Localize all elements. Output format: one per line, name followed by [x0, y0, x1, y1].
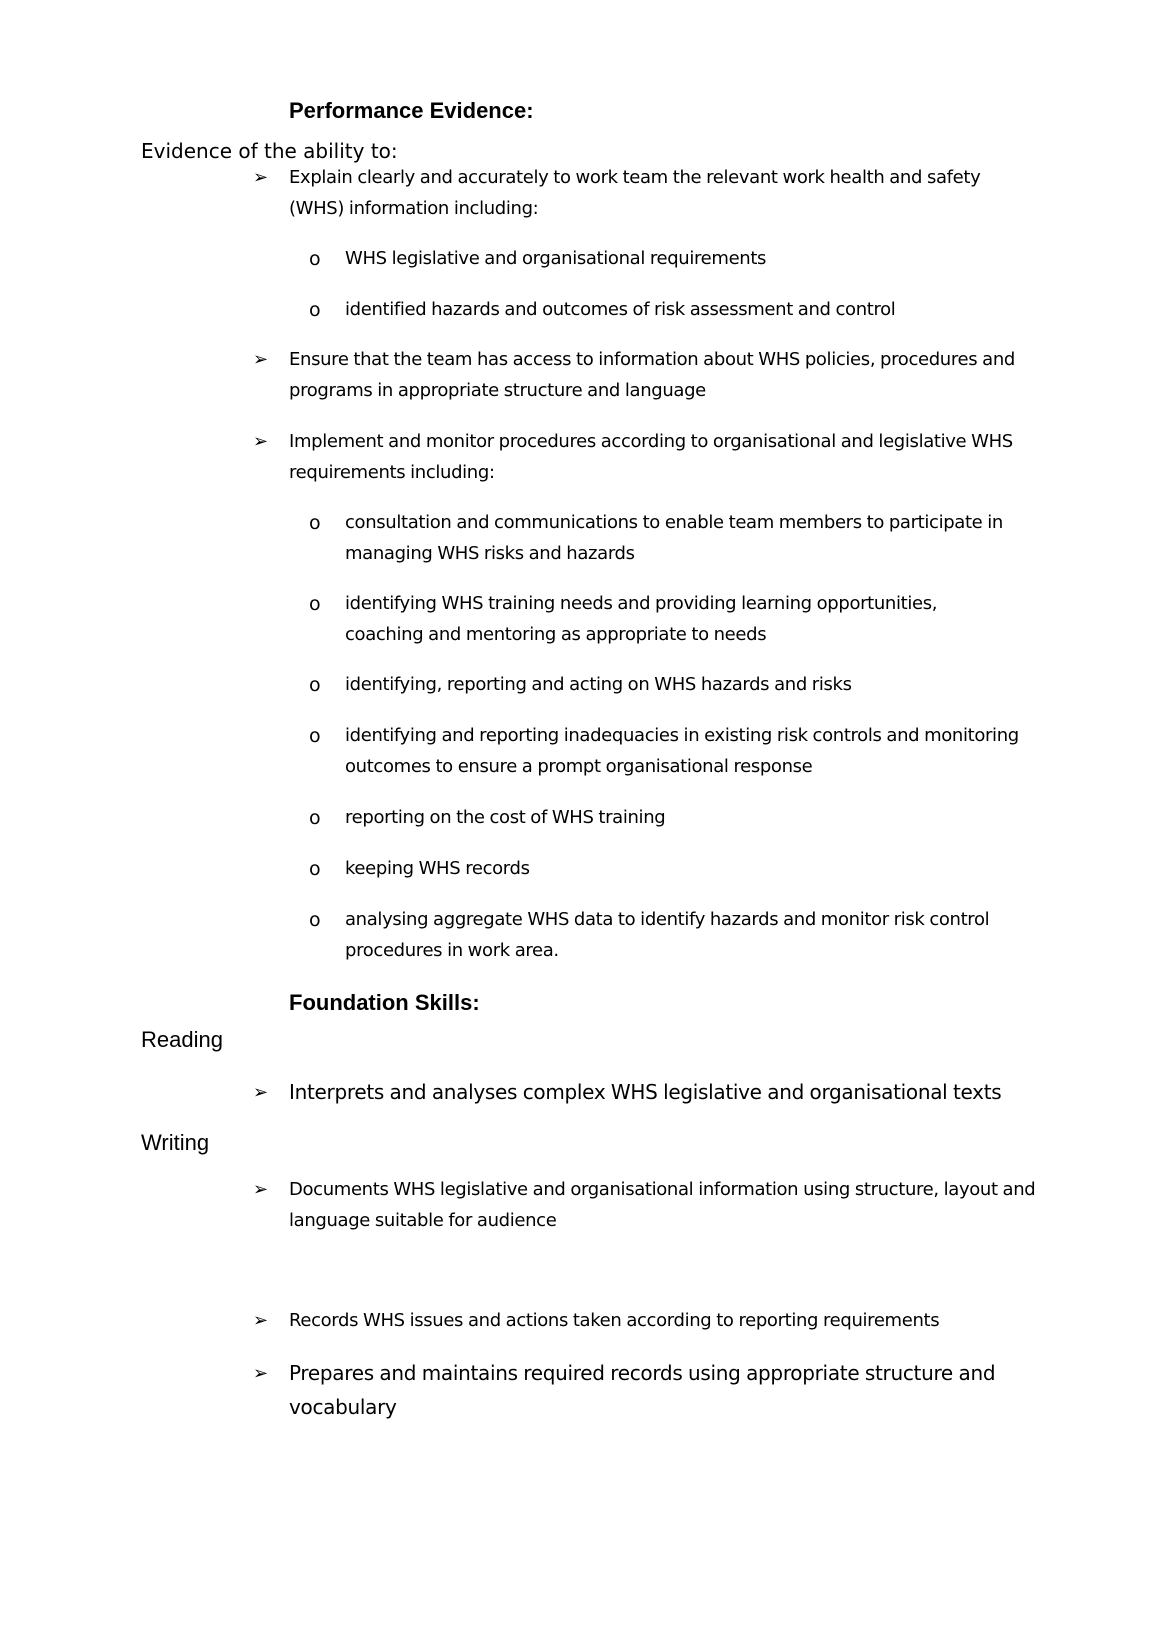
reading-label: Reading: [141, 1027, 223, 1052]
circle-bullet-icon: o: [309, 807, 321, 829]
arrow-bullet-icon: ➢: [253, 431, 269, 452]
sub-list-item: WHS legislative and organisational requirements: [345, 248, 767, 269]
arrow-bullet-icon: ➢: [253, 167, 269, 188]
performance-evidence-heading: Performance Evidence:: [289, 98, 534, 123]
circle-bullet-icon: o: [309, 858, 321, 880]
sub-list-item: consultation and communications to enable team members to participate in managing WHS risks and hazards: [345, 512, 1003, 564]
circle-bullet-icon: o: [309, 725, 321, 747]
circle-bullet-icon: o: [309, 299, 321, 321]
list-item: Prepares and maintains required records using appropriate structure and vocabulary: [289, 1361, 996, 1419]
circle-bullet-icon: o: [309, 512, 321, 534]
foundation-skills-heading: Foundation Skills:: [289, 990, 480, 1015]
sub-list-item: analysing aggregate WHS data to identify hazards and monitor risk control procedures in work area.: [345, 909, 990, 961]
circle-bullet-icon: o: [309, 909, 321, 931]
list-item: Documents WHS legislative and organisational information using structure, layout and language suitable for audience: [289, 1179, 1036, 1231]
list-item: Interprets and analyses complex WHS legislative and organisational texts: [289, 1080, 1002, 1104]
sub-list-item: identifying WHS training needs and providing learning opportunities, coaching and mentoring as appropriate to needs: [345, 593, 938, 645]
sub-list-item: identifying, reporting and acting on WHS hazards and risks: [345, 674, 852, 695]
writing-label: Writing: [141, 1130, 210, 1155]
list-item: Implement and monitor procedures according to organisational and legislative WHS requirements including:: [289, 431, 1013, 483]
evidence-intro: Evidence of the ability to:: [141, 139, 398, 163]
circle-bullet-icon: o: [309, 674, 321, 696]
sub-list-item: keeping WHS records: [345, 858, 530, 879]
list-item: Explain clearly and accurately to work team the relevant work health and safety (WHS) information including:: [289, 167, 981, 219]
arrow-bullet-icon: ➢: [253, 1363, 269, 1384]
sub-list-item: identifying and reporting inadequacies in existing risk controls and monitoring outcomes to ensure a prompt organisational response: [345, 725, 1019, 777]
circle-bullet-icon: o: [309, 593, 321, 615]
arrow-bullet-icon: ➢: [253, 349, 269, 370]
list-item: Ensure that the team has access to information about WHS policies, procedures and programs in appropriate structure and language: [289, 349, 1015, 401]
sub-list-item: identified hazards and outcomes of risk assessment and control: [345, 299, 896, 320]
arrow-bullet-icon: ➢: [253, 1310, 269, 1331]
sub-list-item: reporting on the cost of WHS training: [345, 807, 666, 828]
list-item: Records WHS issues and actions taken according to reporting requirements: [289, 1310, 940, 1331]
arrow-bullet-icon: ➢: [253, 1179, 269, 1200]
arrow-bullet-icon: ➢: [253, 1082, 269, 1103]
circle-bullet-icon: o: [309, 248, 321, 270]
